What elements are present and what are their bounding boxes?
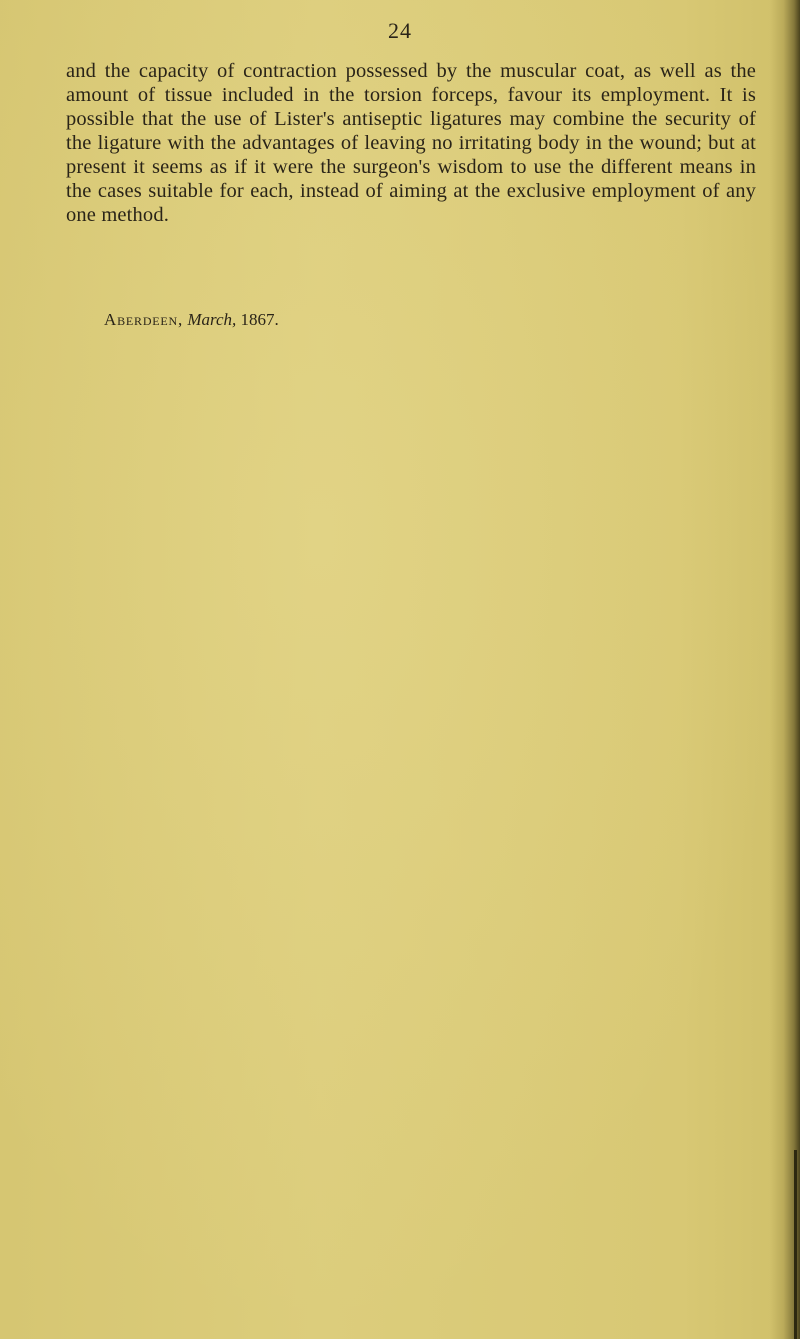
page-edge-shadow [770,0,800,1339]
signoff-month: March, [187,310,237,329]
page-edge-line [794,1150,797,1339]
body-text [66,59,756,227]
signoff-year: 1867. [240,310,279,329]
signoff [104,309,279,331]
paragraph: and the capacity of contraction possessed by the muscular coat, as well as the amount of tissue included in the torsion forceps, favour its employment. It is possible that the use of Lister's antiseptic ligatures may combine the security of the ligature with the advantages of leaving no irritating body in the wound; but at present it seems as if it were the surgeon's wisdom to use the different means in the cases suitable for each, instead of aiming at the exclusive employment of any one method. [66,60,756,226]
signoff-place: Aberdeen, [104,310,184,329]
page-number: 24 [388,18,412,43]
